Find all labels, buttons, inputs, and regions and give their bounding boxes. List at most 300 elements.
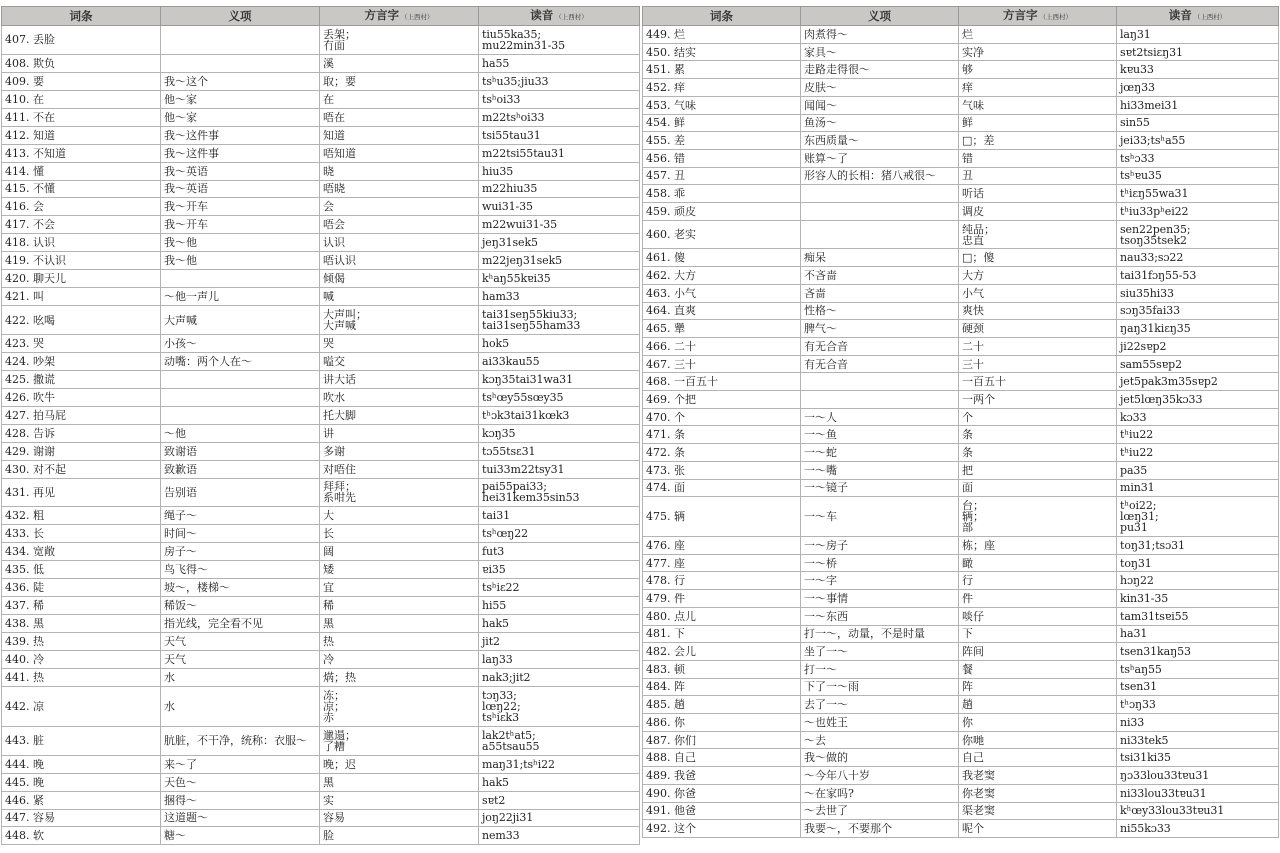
meaning-cell: 打一～: [801, 660, 959, 678]
pronunciation-cell: tai31: [479, 507, 640, 525]
meaning-cell: 我～这件事: [161, 126, 320, 144]
pronunciation-cell: ni33tek5: [1117, 731, 1279, 749]
table-row: [643, 132, 1279, 150]
dialect-cell: 下: [959, 625, 1117, 643]
entry-cell: 443. 脏: [2, 726, 161, 755]
entry-cell: 434. 宽敞: [2, 543, 161, 561]
entry-cell: 471. 条: [643, 426, 801, 444]
pronunciation-cell: tsʰaŋ55: [1117, 660, 1279, 678]
dialect-cell: 小气: [959, 284, 1117, 302]
entry-cell: 421. 叫: [2, 288, 161, 306]
table-row: [643, 249, 1279, 267]
pronunciation-cell: laŋ33: [479, 650, 640, 668]
pronunciation-cell: hi55: [479, 597, 640, 615]
entry-cell: 462. 大方: [643, 267, 801, 285]
pronunciation-cell: tsi55tau31: [479, 126, 640, 144]
meaning-cell: 小孩～: [161, 335, 320, 353]
table-row: [643, 391, 1279, 409]
pronunciation-cell: tam31tsɐi55: [1117, 607, 1279, 625]
meaning-cell: 天色～: [161, 773, 320, 791]
dialect-cell: 趟: [959, 696, 1117, 714]
dialect-cell: 渠老窦: [959, 802, 1117, 820]
dialect-cell: 邋遢； 了糟: [320, 726, 479, 755]
dialect-cell: 热: [320, 633, 479, 651]
meaning-cell: 肉煮得～: [801, 26, 959, 44]
entry-cell: 420. 聊天儿: [2, 270, 161, 288]
dialect-cell: 焫；热: [320, 668, 479, 686]
meaning-cell: [801, 185, 959, 203]
table-row: [643, 96, 1279, 114]
table-row: [643, 784, 1279, 802]
entry-cell: 456. 错: [643, 149, 801, 167]
table-row: [2, 650, 640, 668]
table-row: [2, 198, 640, 216]
pronunciation-cell: laŋ31: [1117, 26, 1279, 44]
table-row: [643, 267, 1279, 285]
meaning-cell: 他～家: [161, 108, 320, 126]
dialect-cell: 一两个: [959, 391, 1117, 409]
entry-cell: 431. 再见: [2, 478, 161, 507]
pronunciation-cell: sen22pen35; tsoŋ35tsek2: [1117, 220, 1279, 249]
table-row: [643, 114, 1279, 132]
table-row: [643, 79, 1279, 97]
entry-cell: 486. 你: [643, 714, 801, 732]
dialect-cell: 黑: [320, 773, 479, 791]
entry-cell: 428. 告诉: [2, 424, 161, 442]
meaning-cell: [801, 391, 959, 409]
entry-cell: 454. 鲜: [643, 114, 801, 132]
table-row: [2, 633, 640, 651]
table-row: [2, 726, 640, 755]
table-row: [2, 388, 640, 406]
entry-cell: 481. 下: [643, 625, 801, 643]
dialect-cell: 认识: [320, 234, 479, 252]
meaning-cell: [801, 373, 959, 391]
dialect-cell: 冻； 凉； 赤: [320, 686, 479, 726]
entry-cell: 430. 对不起: [2, 460, 161, 478]
entry-cell: 490. 你爸: [643, 784, 801, 802]
meaning-cell: 下了一～雨: [801, 678, 959, 696]
entry-cell: 435. 低: [2, 561, 161, 579]
pronunciation-cell: m22tsi55tau31: [479, 144, 640, 162]
meaning-cell: ～今年八十岁: [801, 767, 959, 785]
pronunciation-cell: tʰiu33pʰei22: [1117, 203, 1279, 221]
meaning-cell: ～他一声儿: [161, 288, 320, 306]
word-table: [642, 6, 1279, 838]
pronunciation-cell: ha55: [479, 54, 640, 72]
entry-cell: 441. 热: [2, 668, 161, 686]
dialect-cell: 唔认识: [320, 252, 479, 270]
meaning-cell: 他～家: [161, 90, 320, 108]
meaning-cell: 痴呆: [801, 249, 959, 267]
pronunciation-cell: jet5pak3m35sɐp2: [1117, 373, 1279, 391]
dialect-cell: 爽快: [959, 302, 1117, 320]
entry-cell: 424. 吵架: [2, 352, 161, 370]
entry-cell: 416. 会: [2, 198, 161, 216]
meaning-cell: 我～开车: [161, 216, 320, 234]
dialect-cell: 宜: [320, 579, 479, 597]
table-row: [643, 444, 1279, 462]
pronunciation-cell: tai31fɔŋ55-53: [1117, 267, 1279, 285]
table-row: [2, 543, 640, 561]
table-row: [643, 607, 1279, 625]
meaning-cell: 我～英语: [161, 162, 320, 180]
pronunciation-cell: hiu35: [479, 162, 640, 180]
table-row: [643, 802, 1279, 820]
entry-cell: 467. 三十: [643, 355, 801, 373]
pronunciation-cell: jeŋ31sek5: [479, 234, 640, 252]
dialect-cell: 条: [959, 426, 1117, 444]
meaning-cell: [161, 406, 320, 424]
entry-cell: 485. 趟: [643, 696, 801, 714]
entry-cell: 410. 在: [2, 90, 161, 108]
pronunciation-cell: tiu55ka35; mu22min31-35: [479, 26, 640, 55]
meaning-cell: 我要～，不要那个: [801, 820, 959, 838]
dialect-cell: 矮: [320, 561, 479, 579]
header-pronunciation: 读音 （上西村）: [479, 7, 640, 26]
entry-cell: 448. 软: [2, 827, 161, 845]
dialect-cell: 三十: [959, 355, 1117, 373]
dialect-cell: 拜拜； 系咁先: [320, 478, 479, 507]
table-row: [643, 572, 1279, 590]
pronunciation-cell: ai33kau55: [479, 352, 640, 370]
table-row: [2, 615, 640, 633]
pronunciation-cell: nak3;jit2: [479, 668, 640, 686]
meaning-cell: 我～这件事: [161, 144, 320, 162]
dialect-cell: 大声叫； 大声喊: [320, 306, 479, 335]
table-row: [2, 72, 640, 90]
meaning-cell: 糖～: [161, 827, 320, 845]
meaning-cell: 一～桥: [801, 554, 959, 572]
pronunciation-cell: sam55sɐp2: [1117, 355, 1279, 373]
pronunciation-cell: m22wui31-35: [479, 216, 640, 234]
dialect-cell: 瞰: [959, 554, 1117, 572]
entry-cell: 469. 个把: [643, 391, 801, 409]
meaning-cell: [161, 370, 320, 388]
entry-cell: 458. 乖: [643, 185, 801, 203]
village-tag: （上西村）: [555, 12, 588, 21]
meaning-cell: 时间～: [161, 525, 320, 543]
pronunciation-cell: sɐt2tsiɛŋ31: [1117, 43, 1279, 61]
pronunciation-cell: tui33m22tsy31: [479, 460, 640, 478]
dialect-cell: 行: [959, 572, 1117, 590]
table-row: [643, 820, 1279, 838]
entry-cell: 429. 谢谢: [2, 442, 161, 460]
dialect-cell: 稀: [320, 597, 479, 615]
table-row: [2, 791, 640, 809]
entry-cell: 412. 知道: [2, 126, 161, 144]
vocabulary-table-right: [642, 6, 1278, 838]
table-row: [2, 668, 640, 686]
meaning-cell: ～去世了: [801, 802, 959, 820]
pronunciation-cell: sin55: [1117, 114, 1279, 132]
pronunciation-cell: jit2: [479, 633, 640, 651]
pronunciation-cell: tsʰoi33: [479, 90, 640, 108]
pronunciation-cell: nau33;sɔ22: [1117, 249, 1279, 267]
dialect-cell: 丢架； 冇面: [320, 26, 479, 55]
table-row: [2, 755, 640, 773]
entry-cell: 444. 晚: [2, 755, 161, 773]
entry-cell: 455. 差: [643, 132, 801, 150]
table-row: [2, 507, 640, 525]
entry-cell: 415. 不懂: [2, 180, 161, 198]
pronunciation-cell: tʰoi22; lœŋ31; pu31: [1117, 497, 1279, 537]
dialect-cell: 调皮: [959, 203, 1117, 221]
entry-cell: 449. 烂: [643, 26, 801, 44]
pronunciation-cell: nem33: [479, 827, 640, 845]
meaning-cell: 天气: [161, 650, 320, 668]
pronunciation-cell: m22jeŋ31sek5: [479, 252, 640, 270]
dialect-cell: 容易: [320, 809, 479, 827]
entry-cell: 464. 直爽: [643, 302, 801, 320]
dialect-cell: 鲜: [959, 114, 1117, 132]
table-row: [2, 525, 640, 543]
dialect-cell: 纯品； 忠直: [959, 220, 1117, 249]
pronunciation-cell: ni33: [1117, 714, 1279, 732]
dialect-cell: 呢个: [959, 820, 1117, 838]
dialect-cell: 够: [959, 61, 1117, 79]
table-row: [2, 442, 640, 460]
dialect-cell: 黑: [320, 615, 479, 633]
entry-cell: 446. 紧: [2, 791, 161, 809]
meaning-cell: 来～了: [161, 755, 320, 773]
dialect-cell: 唔在: [320, 108, 479, 126]
pronunciation-cell: ni55kɔ33: [1117, 820, 1279, 838]
meaning-cell: 一～镜子: [801, 479, 959, 497]
pronunciation-cell: tsen31: [1117, 678, 1279, 696]
dialect-cell: 讲大话: [320, 370, 479, 388]
dialect-cell: 溪: [320, 54, 479, 72]
meaning-cell: 走路走得很～: [801, 61, 959, 79]
entry-cell: 453. 气味: [643, 96, 801, 114]
pronunciation-cell: hɔŋ22: [1117, 572, 1279, 590]
meaning-cell: 我～他: [161, 234, 320, 252]
pronunciation-cell: joŋ22ji31: [479, 809, 640, 827]
meaning-cell: 不吝啬: [801, 267, 959, 285]
meaning-cell: 大声喊: [161, 306, 320, 335]
pronunciation-cell: kin31-35: [1117, 590, 1279, 608]
pronunciation-cell: hak5: [479, 615, 640, 633]
word-table: [1, 6, 640, 845]
meaning-cell: 绳子～: [161, 507, 320, 525]
header-dialect: 方言字 （上西村）: [959, 7, 1117, 26]
meaning-cell: 水: [161, 686, 320, 726]
pronunciation-cell: jœŋ33: [1117, 79, 1279, 97]
table-row: [643, 590, 1279, 608]
dialect-cell: □；傻: [959, 249, 1117, 267]
table-row: [643, 185, 1279, 203]
entry-cell: 451. 累: [643, 61, 801, 79]
pronunciation-cell: tsʰu35;jiu33: [479, 72, 640, 90]
dialect-cell: 条: [959, 444, 1117, 462]
table-row: [643, 373, 1279, 391]
entry-cell: 427. 拍马屁: [2, 406, 161, 424]
entry-cell: 460. 老实: [643, 220, 801, 249]
meaning-cell: 鱼汤～: [801, 114, 959, 132]
table-row: [2, 108, 640, 126]
pronunciation-cell: jet5lœŋ35kɔ33: [1117, 391, 1279, 409]
table-row: [643, 337, 1279, 355]
meaning-cell: 一～房子: [801, 536, 959, 554]
table-row: [2, 370, 640, 388]
table-row: [2, 162, 640, 180]
table-row: [2, 288, 640, 306]
entry-cell: 480. 点儿: [643, 607, 801, 625]
entry-cell: 408. 欺负: [2, 54, 161, 72]
table-row: [643, 167, 1279, 185]
meaning-cell: [801, 203, 959, 221]
dialect-cell: 倾偈: [320, 270, 479, 288]
dialect-cell: 哭: [320, 335, 479, 353]
dialect-cell: 实: [320, 791, 479, 809]
table-row: [2, 90, 640, 108]
table-header-row: [2, 7, 640, 26]
pronunciation-cell: ha31: [1117, 625, 1279, 643]
village-tag: （上西村）: [401, 12, 434, 21]
meaning-cell: 水: [161, 668, 320, 686]
entry-cell: 437. 稀: [2, 597, 161, 615]
table-row: [643, 479, 1279, 497]
meaning-cell: [161, 388, 320, 406]
meaning-cell: 指光线，完全看不见: [161, 615, 320, 633]
table-row: [643, 203, 1279, 221]
dialect-cell: 长: [320, 525, 479, 543]
dialect-cell: 阵间: [959, 643, 1117, 661]
pronunciation-cell: kɔŋ35tai31wa31: [479, 370, 640, 388]
meaning-cell: 我～开车: [161, 198, 320, 216]
entry-cell: 475. 辆: [643, 497, 801, 537]
vocabulary-table-left: [1, 6, 639, 845]
meaning-cell: 脾气～: [801, 320, 959, 338]
entry-cell: 473. 张: [643, 461, 801, 479]
table-row: [643, 625, 1279, 643]
meaning-cell: 去了一～: [801, 696, 959, 714]
dialect-cell: 件: [959, 590, 1117, 608]
entry-cell: 459. 顽皮: [643, 203, 801, 221]
dialect-cell: 丑: [959, 167, 1117, 185]
table-row: [2, 270, 640, 288]
table-row: [2, 686, 640, 726]
pronunciation-cell: ji22sɐp2: [1117, 337, 1279, 355]
entry-cell: 478. 行: [643, 572, 801, 590]
dialect-cell: 取；要: [320, 72, 479, 90]
header-entry: 词条: [643, 7, 801, 26]
pronunciation-cell: pai55pai33; hei31kem35sin53: [479, 478, 640, 507]
meaning-cell: 肮脏，不干净，统称：衣服～: [161, 726, 320, 755]
dialect-cell: 实净: [959, 43, 1117, 61]
meaning-cell: 动嘴：两个人在～: [161, 352, 320, 370]
entry-cell: 492. 这个: [643, 820, 801, 838]
pronunciation-cell: tsʰiɛ22: [479, 579, 640, 597]
meaning-cell: 吝啬: [801, 284, 959, 302]
meaning-cell: 我～这个: [161, 72, 320, 90]
pronunciation-cell: ɐi35: [479, 561, 640, 579]
dialect-cell: 晚；迟: [320, 755, 479, 773]
table-row: [643, 61, 1279, 79]
dialect-cell: 晓: [320, 162, 479, 180]
dialect-cell: 我老窦: [959, 767, 1117, 785]
table-row: [643, 284, 1279, 302]
village-tag: （上西村）: [1193, 12, 1227, 21]
entry-cell: 452. 痒: [643, 79, 801, 97]
meaning-cell: 天气: [161, 633, 320, 651]
table-row: [2, 579, 640, 597]
dialect-cell: 阵: [959, 678, 1117, 696]
table-row: [2, 773, 640, 791]
table-row: [643, 426, 1279, 444]
dialect-cell: 面: [959, 479, 1117, 497]
meaning-cell: 一～鱼: [801, 426, 959, 444]
meaning-cell: 有无合音: [801, 355, 959, 373]
dialect-cell: 冷: [320, 650, 479, 668]
dialect-cell: □；差: [959, 132, 1117, 150]
entry-cell: 474. 面: [643, 479, 801, 497]
table-row: [2, 252, 640, 270]
pronunciation-cell: pa35: [1117, 461, 1279, 479]
entry-cell: 488. 自己: [643, 749, 801, 767]
table-row: [2, 126, 640, 144]
dialect-cell: 脸: [320, 827, 479, 845]
table-row: [643, 536, 1279, 554]
entry-cell: 461. 傻: [643, 249, 801, 267]
entry-cell: 476. 座: [643, 536, 801, 554]
entry-cell: 484. 阵: [643, 678, 801, 696]
dialect-cell: 你老窦: [959, 784, 1117, 802]
pronunciation-cell: tsen31kaŋ53: [1117, 643, 1279, 661]
pronunciation-cell: tɔŋ33; lœŋ22; tsʰiɛk3: [479, 686, 640, 726]
table-row: [2, 597, 640, 615]
entry-cell: 445. 晚: [2, 773, 161, 791]
pronunciation-cell: tʰɔŋ33: [1117, 696, 1279, 714]
meaning-cell: 一～蛇: [801, 444, 959, 462]
dialect-cell: 阔: [320, 543, 479, 561]
pronunciation-cell: tʰiɛŋ55wa31: [1117, 185, 1279, 203]
meaning-cell: 捆得～: [161, 791, 320, 809]
pronunciation-cell: tʰiu22: [1117, 426, 1279, 444]
table-row: [2, 335, 640, 353]
meaning-cell: 致谢语: [161, 442, 320, 460]
table-row: [2, 561, 640, 579]
meaning-cell: 坡～，楼梯～: [161, 579, 320, 597]
table-row: [643, 355, 1279, 373]
entry-cell: 442. 凉: [2, 686, 161, 726]
pronunciation-cell: m22hiu35: [479, 180, 640, 198]
meaning-cell: ～他: [161, 424, 320, 442]
table-row: [643, 678, 1279, 696]
pronunciation-cell: ham33: [479, 288, 640, 306]
pronunciation-cell: jei33;tsʰa55: [1117, 132, 1279, 150]
table-row: [2, 180, 640, 198]
table-row: [2, 460, 640, 478]
pronunciation-cell: ŋɔ33lou33tɐu31: [1117, 767, 1279, 785]
entry-cell: 463. 小气: [643, 284, 801, 302]
table-row: [2, 234, 640, 252]
table-row: [2, 478, 640, 507]
entry-cell: 432. 粗: [2, 507, 161, 525]
dialect-cell: 把: [959, 461, 1117, 479]
meaning-cell: 鸟飞得～: [161, 561, 320, 579]
header-pronunciation: 读音 （上西村）: [1117, 7, 1279, 26]
entry-cell: 472. 条: [643, 444, 801, 462]
entry-cell: 450. 结实: [643, 43, 801, 61]
entry-cell: 407. 丢脸: [2, 26, 161, 55]
dialect-cell: 台； 辆； 部: [959, 497, 1117, 537]
pronunciation-cell: tʰiu22: [1117, 444, 1279, 462]
pronunciation-cell: fut3: [479, 543, 640, 561]
pronunciation-cell: tʰɔk3tai31kœk3: [479, 406, 640, 424]
table-row: [2, 54, 640, 72]
meaning-cell: 房子～: [161, 543, 320, 561]
